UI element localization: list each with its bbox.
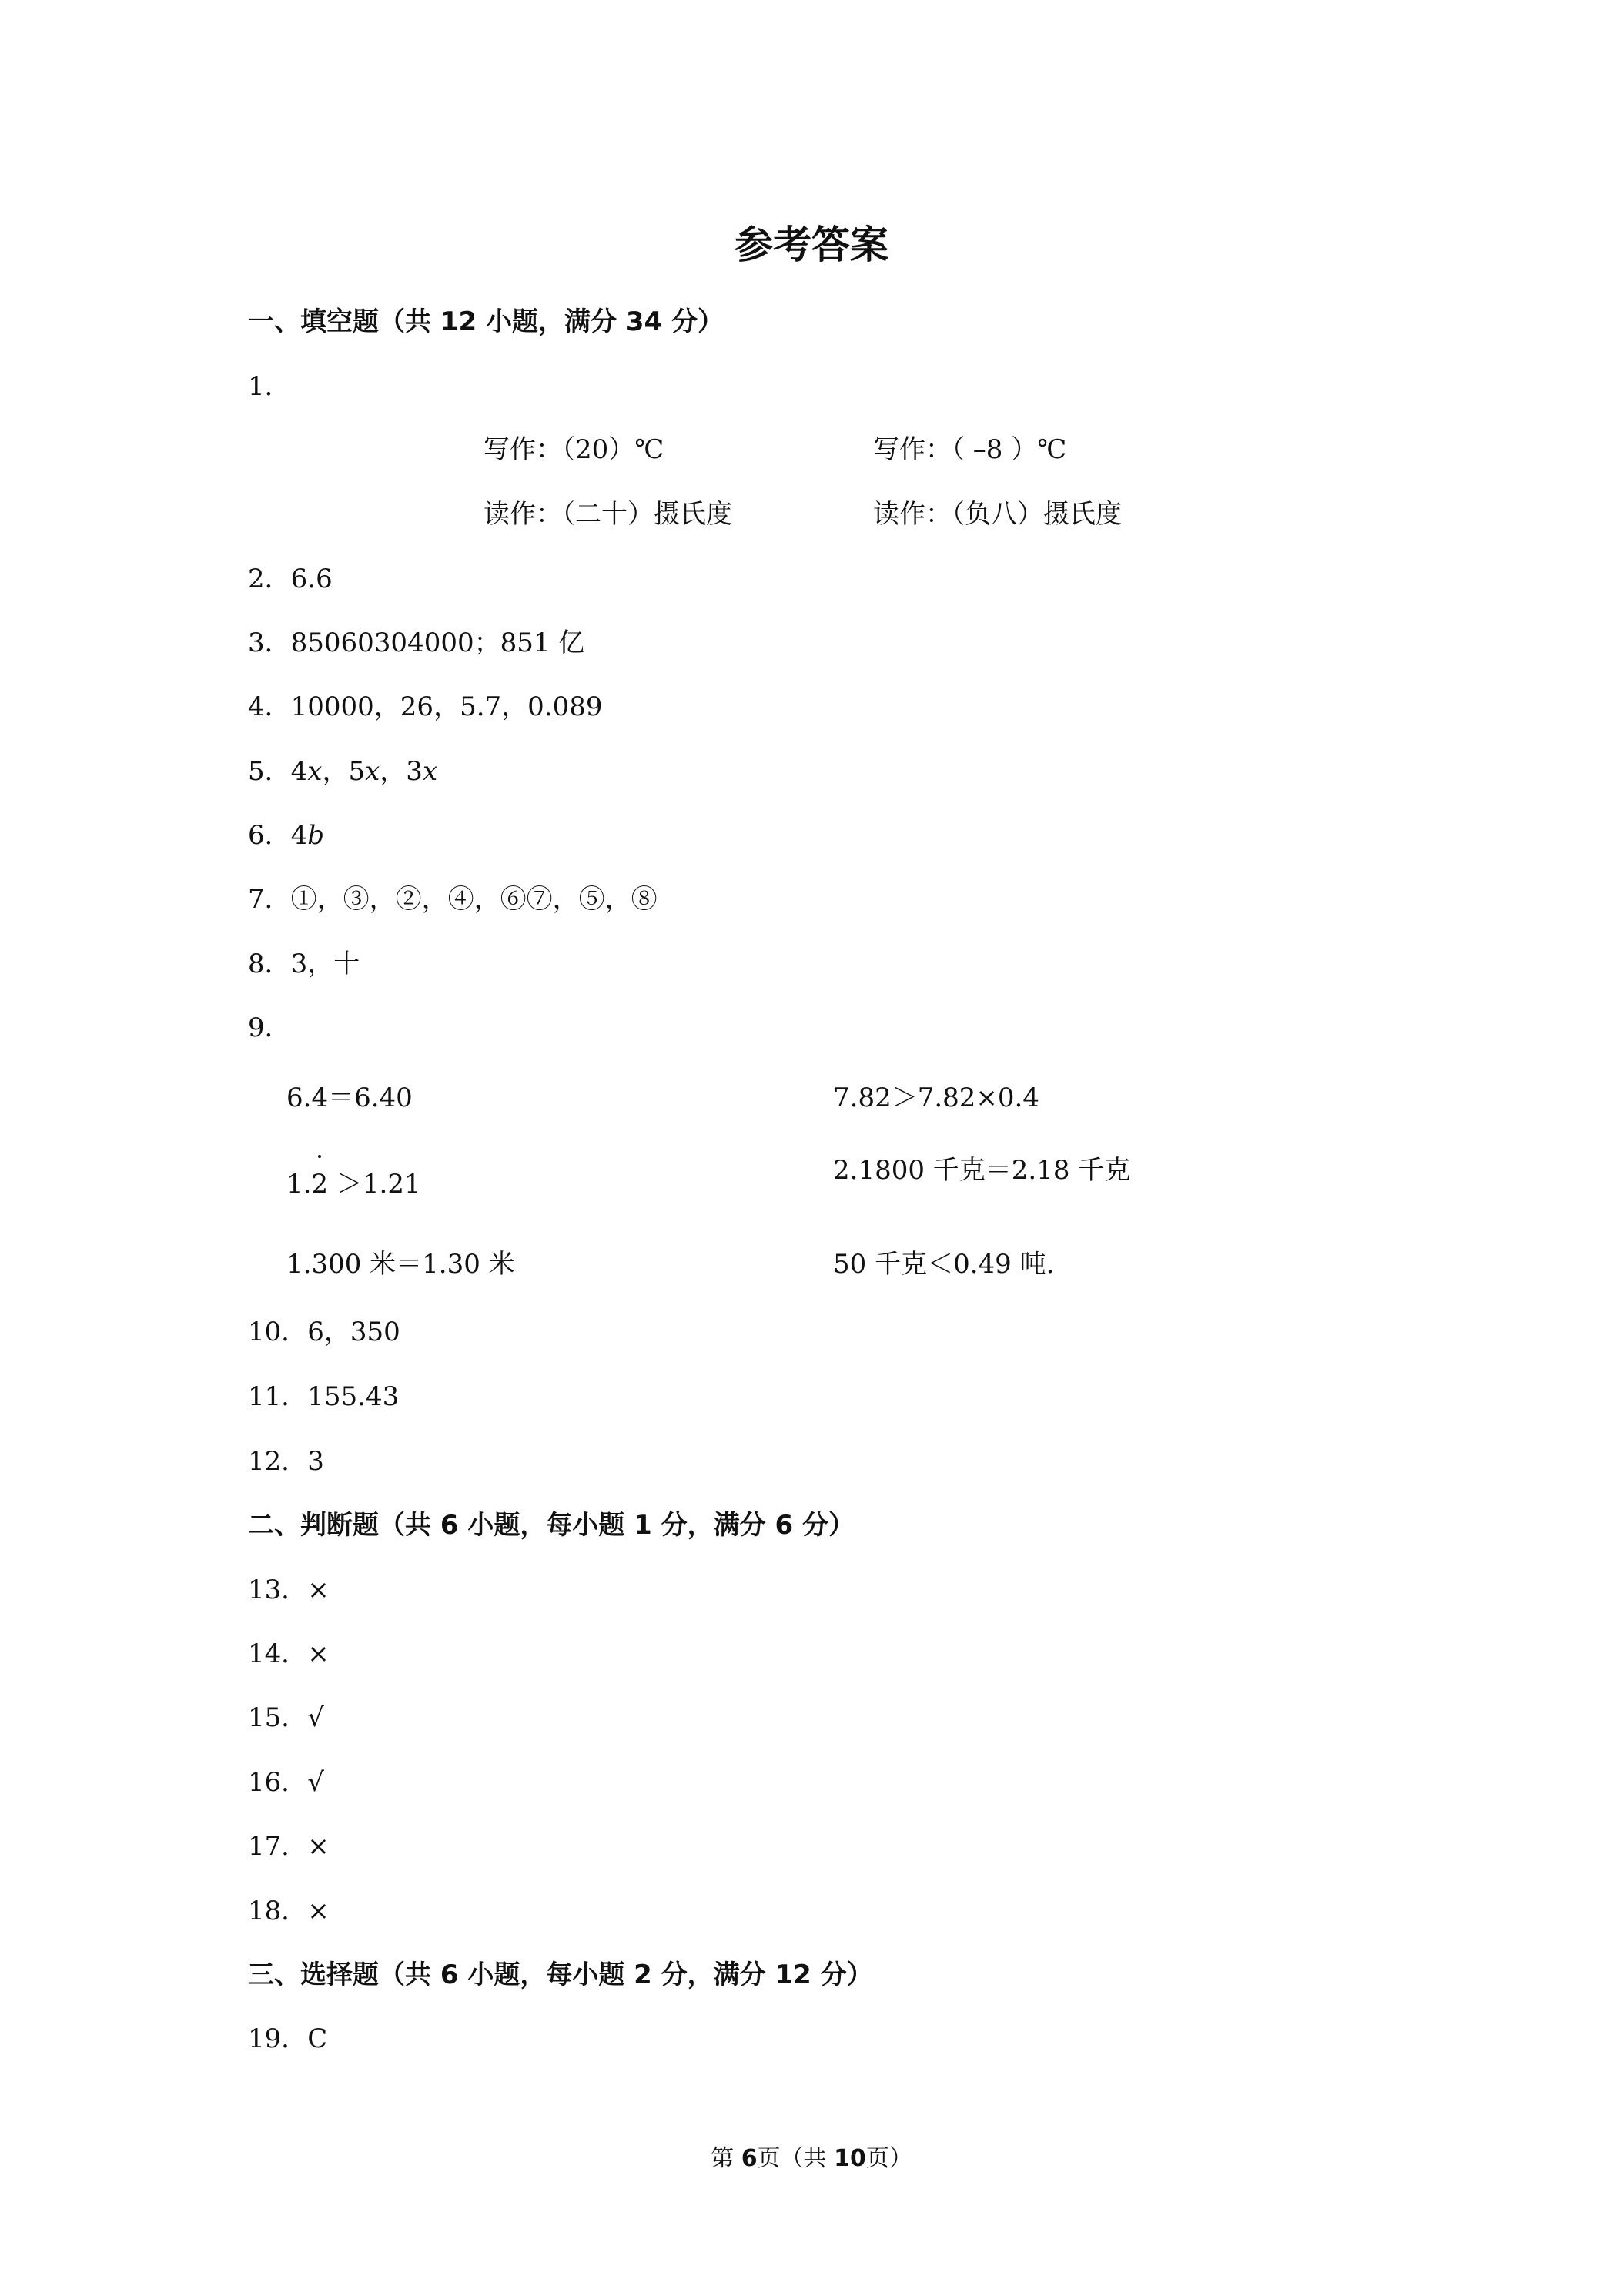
- answer-text: ，3: [380, 756, 423, 787]
- answer-line: [248, 621, 584, 659]
- page-number: 6: [741, 2145, 758, 2172]
- question-number: 4．: [248, 691, 291, 722]
- section-heading-true-false: 二、判断题（共 6 小题，每小题 1 分，满分 6 分）: [248, 1510, 855, 1541]
- question-1-number: 1．: [248, 371, 291, 402]
- answer-line: [248, 878, 658, 915]
- section-heading-multiple-choice: 三、选择题（共 6 小题，每小题 2 分，满分 12 分）: [248, 1960, 873, 1990]
- answer-line: [248, 1310, 400, 1348]
- answer-mark: ×: [307, 1638, 330, 1669]
- answer-line: [248, 1889, 330, 1927]
- answer-text: 4: [290, 820, 308, 851]
- question-number: 17．: [248, 1831, 308, 1862]
- variable: x: [422, 756, 438, 787]
- answer-text: 155.43: [307, 1381, 400, 1412]
- answer-line: [248, 750, 437, 788]
- question-1-write-left: 写作：（20）℃: [484, 434, 664, 465]
- question-number: 7．: [248, 884, 291, 915]
- question-1-read-left: 读作：（二十）摄氏度: [484, 499, 732, 530]
- comparison-cell: 50 千克＜0.49 吨.: [833, 1249, 1055, 1280]
- answer-mark: ×: [307, 1575, 330, 1605]
- repeating-digit: 2: [311, 1169, 329, 1200]
- footer-text: 页）: [865, 2145, 912, 2172]
- answer-text: 6.6: [290, 564, 333, 594]
- question-number: 5．: [248, 756, 291, 787]
- comparison-cell: 1.300 米＝1.30 米: [286, 1249, 515, 1280]
- answer-mark: ×: [307, 1896, 330, 1926]
- answer-text: ①，③，②，④，⑥⑦，⑤，⑧: [290, 884, 658, 915]
- answer-line: [248, 1696, 324, 1734]
- answer-text: ，5: [322, 756, 366, 787]
- answer-text: 10000，26，5.7，0.089: [290, 691, 603, 722]
- question-number: 14．: [248, 1638, 308, 1669]
- comparison-text: 1.: [286, 1169, 312, 1200]
- answer-line: [248, 1632, 330, 1670]
- answer-text: C: [307, 2023, 328, 2054]
- answer-line: [248, 1375, 399, 1413]
- page-title: 参考答案: [735, 223, 888, 267]
- footer-text: 第: [711, 2145, 741, 2172]
- answer-line: [248, 685, 602, 723]
- question-1-write-right: 写作：（ –8 ）℃: [873, 434, 1067, 465]
- answer-mark: √: [307, 1767, 324, 1798]
- answer-text: 4: [290, 756, 308, 787]
- answer-text: 6，350: [307, 1317, 400, 1347]
- question-number: 10．: [248, 1317, 308, 1347]
- variable: x: [365, 756, 380, 787]
- comparison-cell: 7.82＞7.82×0.4: [833, 1083, 1039, 1113]
- answer-line: [248, 557, 333, 595]
- answer-line: [248, 1440, 324, 1478]
- total-pages: 10: [834, 2145, 866, 2172]
- footer-text: 页（共: [757, 2145, 835, 2172]
- answer-mark: ×: [307, 1831, 330, 1862]
- answer-mark: √: [307, 1702, 324, 1733]
- question-number: 15．: [248, 1702, 308, 1733]
- answer-line: [248, 1761, 324, 1799]
- answer-text: 3: [307, 1446, 324, 1477]
- question-number: 13．: [248, 1575, 308, 1605]
- comparison-text: ＞1.21: [328, 1169, 421, 1200]
- question-9-number: 9．: [248, 1012, 291, 1043]
- comparison-cell: [286, 1163, 421, 1200]
- question-number: 12．: [248, 1446, 308, 1477]
- question-number: 6．: [248, 820, 291, 851]
- question-1-read-right: 读作：（负八）摄氏度: [873, 499, 1122, 530]
- answer-line: [248, 1825, 330, 1863]
- answer-line: [248, 2017, 327, 2055]
- answer-text: 3，十: [290, 949, 360, 979]
- question-number: 16．: [248, 1767, 308, 1798]
- page-footer: [0, 2139, 1623, 2173]
- question-number: 11．: [248, 1381, 308, 1412]
- variable: x: [307, 756, 323, 787]
- section-heading-fill-blank: 一、填空题（共 12 小题，满分 34 分）: [248, 306, 724, 337]
- comparison-cell: 6.4＝6.40: [286, 1083, 413, 1113]
- comparison-cell: 2.1800 千克＝2.18 千克: [833, 1155, 1131, 1186]
- question-number: 18．: [248, 1896, 308, 1926]
- answer-line: [248, 1568, 330, 1606]
- question-number: 2．: [248, 564, 291, 594]
- question-number: 3．: [248, 628, 291, 658]
- answer-line: [248, 814, 324, 852]
- question-number: 8．: [248, 949, 291, 979]
- answer-line: [248, 942, 360, 980]
- answer-text: 85060304000；851 亿: [290, 628, 585, 658]
- variable: b: [307, 820, 325, 851]
- question-number: 19．: [248, 2023, 308, 2054]
